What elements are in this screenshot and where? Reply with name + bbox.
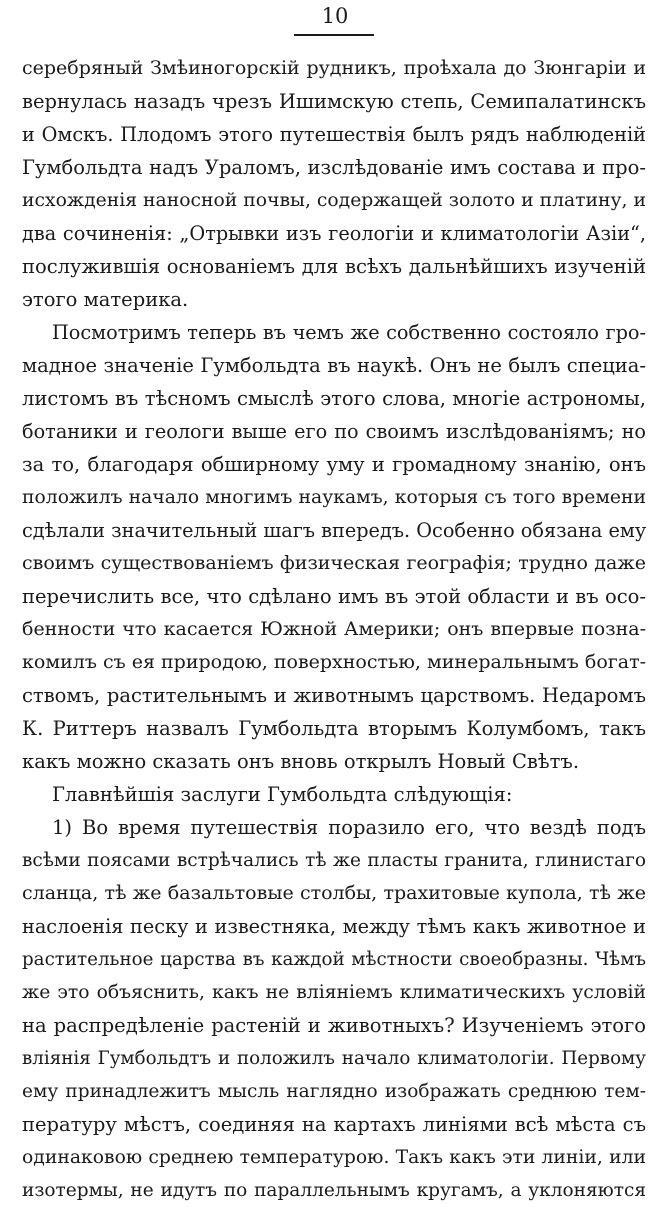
- text-line: послужившiя основанiемъ для всѣхъ дальнѣйшихъ изученiй: [22, 255, 646, 278]
- text-line: сланца, тѣ же базальтовые столбы, трахитовые купола, тѣ же: [22, 882, 646, 904]
- text-line: исхожденiя наносной почвы, содержащей золото и платину, и: [22, 190, 646, 211]
- page-number-rule: [294, 34, 374, 36]
- text-line: ботаники и геологи выше его по своимъ изслѣдованiямъ; но: [22, 420, 646, 443]
- text-line: 1) Во время путешествiя поразило его, что вездѣ подъ: [52, 816, 646, 839]
- text-line: за то, благодаря обширному уму и громадному знанiю, онъ: [22, 453, 646, 476]
- page-number: 10: [321, 4, 349, 28]
- text-line: бенности что касается Южной Америки; онъ впервые позна-: [22, 618, 646, 640]
- text-line: К. Риттеръ назвалъ Гумбольдта вторымъ Колумбомъ, такъ: [22, 717, 646, 740]
- text-line: листомъ въ тѣсномъ смыслѣ этого слова, многiе астрономы,: [22, 387, 646, 410]
- text-line: же это объяснить, какъ не влiянiемъ климатическихъ условiй: [22, 982, 646, 1003]
- text-line: на распредѣленiе растенiй и животныхъ? Изученiемъ этого: [22, 1014, 646, 1037]
- text-line: наслоенiя песку и известняка, между тѣмъ какъ животное и: [22, 915, 646, 938]
- text-line: Посмотримъ теперь въ чемъ же собственно состояло гро-: [52, 321, 646, 344]
- text-line: пературу мѣстъ, соединяя на картахъ линiями всѣ мѣста съ: [22, 1113, 646, 1136]
- text-line: всѣми поясами встрѣчались тѣ же пласты гранита, глинистаго: [22, 850, 646, 871]
- text-line: серебряный Змѣиногорскiй рудникъ, проѣхала до Зюнгарiи и: [22, 57, 646, 79]
- text-line: одинаковою среднею температурою. Такъ какъ эти линiи, или: [22, 1147, 646, 1168]
- text-line: ему принадлежитъ мысль наглядно изображать среднюю тем-: [22, 1081, 646, 1102]
- text-line: и Омскъ. Плодомъ этого путешествiя былъ рядъ наблюденiй: [22, 123, 646, 146]
- text-line: своимъ существованiемъ физическая географiя; трудно даже: [22, 552, 646, 574]
- text-line: Главнѣйшiя заслуги Гумбольдта слѣдующiя:: [52, 783, 513, 806]
- text-line: Гумбольдта надъ Ураломъ, изслѣдованiе имъ состава и про-: [22, 156, 646, 179]
- text-line: влiянiя Гумбольдтъ и положилъ начало климатологiи. Первому: [22, 1048, 646, 1069]
- text-line: этого материка.: [22, 288, 189, 311]
- text-line: комилъ съ ея природою, поверхностью, минеральнымъ богат-: [22, 651, 646, 673]
- text-line: какъ можно сказать онъ вновь открылъ Новый Свѣтъ.: [22, 750, 580, 773]
- text-line: два сочиненiя: „Отрывки изъ геологiи и климатологiи Азiи“,: [22, 222, 646, 245]
- text-line: ствомъ, растительнымъ и животнымъ царствомъ. Недаромъ: [22, 684, 646, 707]
- text-line: вернулась назадъ чрезъ Ишимскую степь, Семипалатинскъ: [22, 90, 646, 113]
- text-line: растительное царства въ каждой мѣстности своеобразны. Чѣмъ: [22, 949, 646, 970]
- text-line: мадное значенiе Гумбольдта въ наукѣ. Онъ не былъ специа-: [22, 354, 646, 377]
- text-line: сдѣлали значительный шагъ впередъ. Особенно обязана ему: [22, 519, 646, 542]
- body-text: [22, 52, 646, 1207]
- text-line: перечислить все, что сдѣлано имъ въ этой области и въ осо-: [22, 585, 646, 608]
- text-line: изотермы, не идутъ по параллельнымъ кругамъ, а уклоняются: [22, 1180, 646, 1201]
- text-line: положилъ начало многимъ наукамъ, которыя съ того времени: [22, 487, 646, 508]
